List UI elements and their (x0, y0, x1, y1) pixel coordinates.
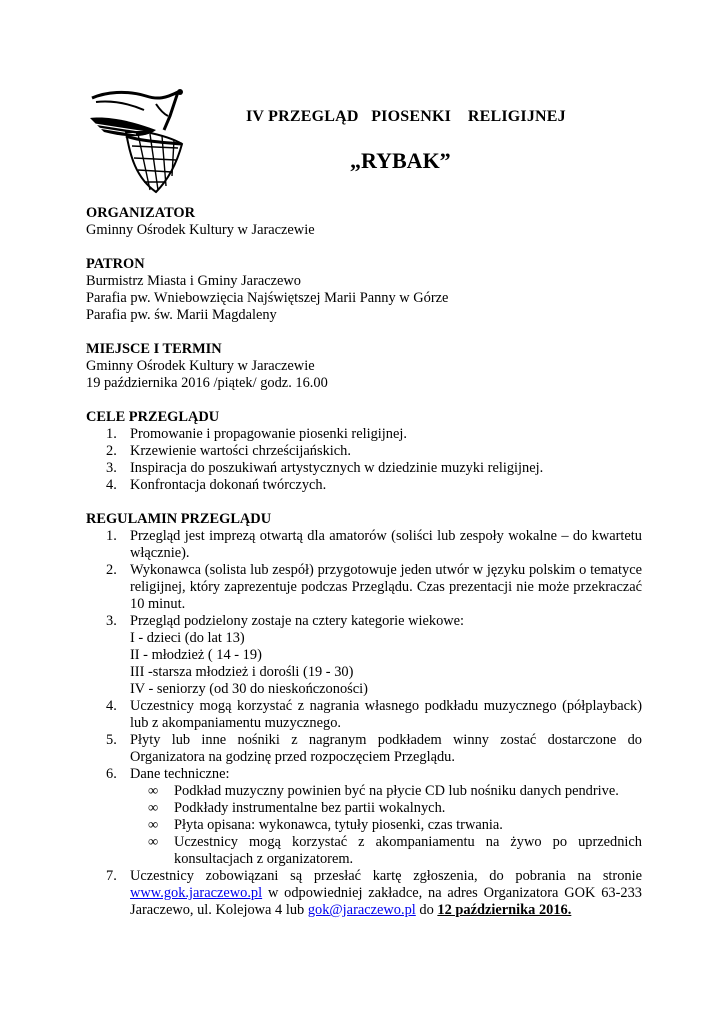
website-link[interactable]: www.gok.jaraczewo.pl (130, 885, 263, 901)
rules-list (86, 528, 642, 919)
age-category: IV - seniorzy (od 30 do nieskończoności) (130, 681, 368, 697)
item-text: Dane techniczne: (130, 766, 230, 782)
infinity-bullet-icon: ∞ (148, 817, 159, 833)
item-text: do (419, 902, 434, 918)
bullet-text: Płyta opisana: wykonawca, tytuły piosenki, czas trwania. (174, 817, 503, 833)
organizer-section (86, 205, 642, 239)
rules-section (86, 511, 642, 919)
goals-heading: CELE PRZEGLĄDU (86, 409, 220, 425)
list-item (86, 528, 642, 562)
list-item (86, 613, 642, 698)
list-item (86, 460, 642, 477)
goals-section (86, 409, 642, 494)
deadline-date: 12 października 2016. (437, 902, 572, 918)
item-number: 1. (106, 528, 117, 544)
bullet-item (130, 783, 642, 800)
item-number: 5. (106, 732, 117, 748)
list-item (86, 766, 642, 868)
age-category: II - młodzież ( 14 - 19) (130, 647, 262, 663)
item-number: 6. (106, 766, 117, 782)
organizer-heading: ORGANIZATOR (86, 205, 196, 221)
list-item (86, 732, 642, 766)
patron-section (86, 256, 642, 324)
item-text: Krzewienie wartości chrześcijańskich. (130, 443, 351, 459)
item-text: w odpowiedniej zakładce, na adres Organizatora GOK 63-233 Jaraczewo, ul. Kolejowa 4 lub (130, 885, 642, 918)
document-title: IV PRZEGLĄD PIOSENKI RELIGIJNEJ (246, 108, 566, 125)
item-number: 2. (106, 562, 117, 578)
rules-heading: REGULAMIN PRZEGLĄDU (86, 511, 272, 527)
technical-bullets (130, 783, 642, 868)
item-text: Uczestnicy mogą korzystać z nagrania własnego podkładu muzycznego (półplayback) lub z akompaniamentu muzycznego. (130, 698, 642, 731)
item-text: Wykonawca (solista lub zespół) przygotowuje jeden utwór w języku polskim o tematyce religijnej, który zaprezentuje podczas Przeglądu. Czas prezentacji nie może przekraczać 10 minut. (130, 562, 642, 612)
list-item (86, 868, 642, 919)
bullet-item (130, 834, 642, 868)
place-line: Gminny Ośrodek Kultury w Jaraczewie (86, 358, 315, 374)
infinity-bullet-icon: ∞ (148, 800, 159, 816)
goals-list (86, 426, 642, 494)
item-text: Promowanie i propagowanie piosenki religijnej. (130, 426, 407, 442)
item-text: Płyty lub inne nośniki z nagranym podkładem winny zostać dostarczone do Organizatora na godzinę przed rozpoczęciem Przeglądu. (130, 732, 642, 765)
document-body (86, 205, 642, 936)
item-text: Przegląd podzielony zostaje na cztery kategorie wiekowe: (130, 613, 465, 629)
place-date-section (86, 341, 642, 392)
bullet-item (130, 800, 642, 817)
item-number: 2. (106, 443, 117, 459)
list-item (86, 698, 642, 732)
bullet-item (130, 817, 642, 834)
item-text: Przegląd jest imprezą otwartą dla amatorów (soliści lub zespoły wokalne – do kwartetu włącznie). (130, 528, 642, 561)
item-text: Uczestnicy zobowiązani są przesłać kartę zgłoszenia, do pobrania na stronie (130, 868, 642, 884)
item-text: Konfrontacja dokonań twórczych. (130, 477, 327, 493)
fisherman-net-logo (86, 86, 192, 196)
item-number: 4. (106, 477, 117, 493)
place-date-heading: MIEJSCE I TERMIN (86, 341, 222, 357)
age-category: I - dzieci (do lat 13) (130, 630, 245, 646)
patron-line: Parafia pw. św. Marii Magdaleny (86, 307, 277, 323)
list-item (86, 426, 642, 443)
email-link[interactable]: gok@jaraczewo.pl (307, 902, 416, 918)
infinity-bullet-icon: ∞ (148, 834, 159, 850)
patron-line: Parafia pw. Wniebowzięcia Najświętszej Marii Panny w Górze (86, 290, 449, 306)
infinity-bullet-icon: ∞ (148, 783, 159, 799)
item-text: Inspiracja do poszukiwań artystycznych w dziedzinie muzyki religijnej. (130, 460, 544, 476)
patron-heading: PATRON (86, 256, 145, 272)
document-subtitle: „RYBAK” (350, 148, 451, 173)
item-number: 3. (106, 460, 117, 476)
list-item (86, 477, 642, 494)
item-number: 1. (106, 426, 117, 442)
list-item (86, 562, 642, 613)
age-category: III -starsza młodzież i dorośli (19 - 30) (130, 664, 354, 680)
item-number: 4. (106, 698, 117, 714)
list-item (86, 443, 642, 460)
date-line: 19 października 2016 /piątek/ godz. 16.00 (86, 375, 328, 391)
item-number: 7. (106, 868, 117, 884)
bullet-text: Podkład muzyczny powinien być na płycie CD lub nośniku danych pendrive. (174, 783, 619, 799)
bullet-text: Uczestnicy mogą korzystać z akompaniamentu na żywo po uprzednich konsultacjach z organizatorem. (174, 834, 642, 867)
patron-line: Burmistrz Miasta i Gminy Jaraczewo (86, 273, 302, 289)
item-number: 3. (106, 613, 117, 629)
bullet-text: Podkłady instrumentalne bez partii wokalnych. (174, 800, 446, 816)
organizer-line: Gminny Ośrodek Kultury w Jaraczewie (86, 222, 315, 238)
